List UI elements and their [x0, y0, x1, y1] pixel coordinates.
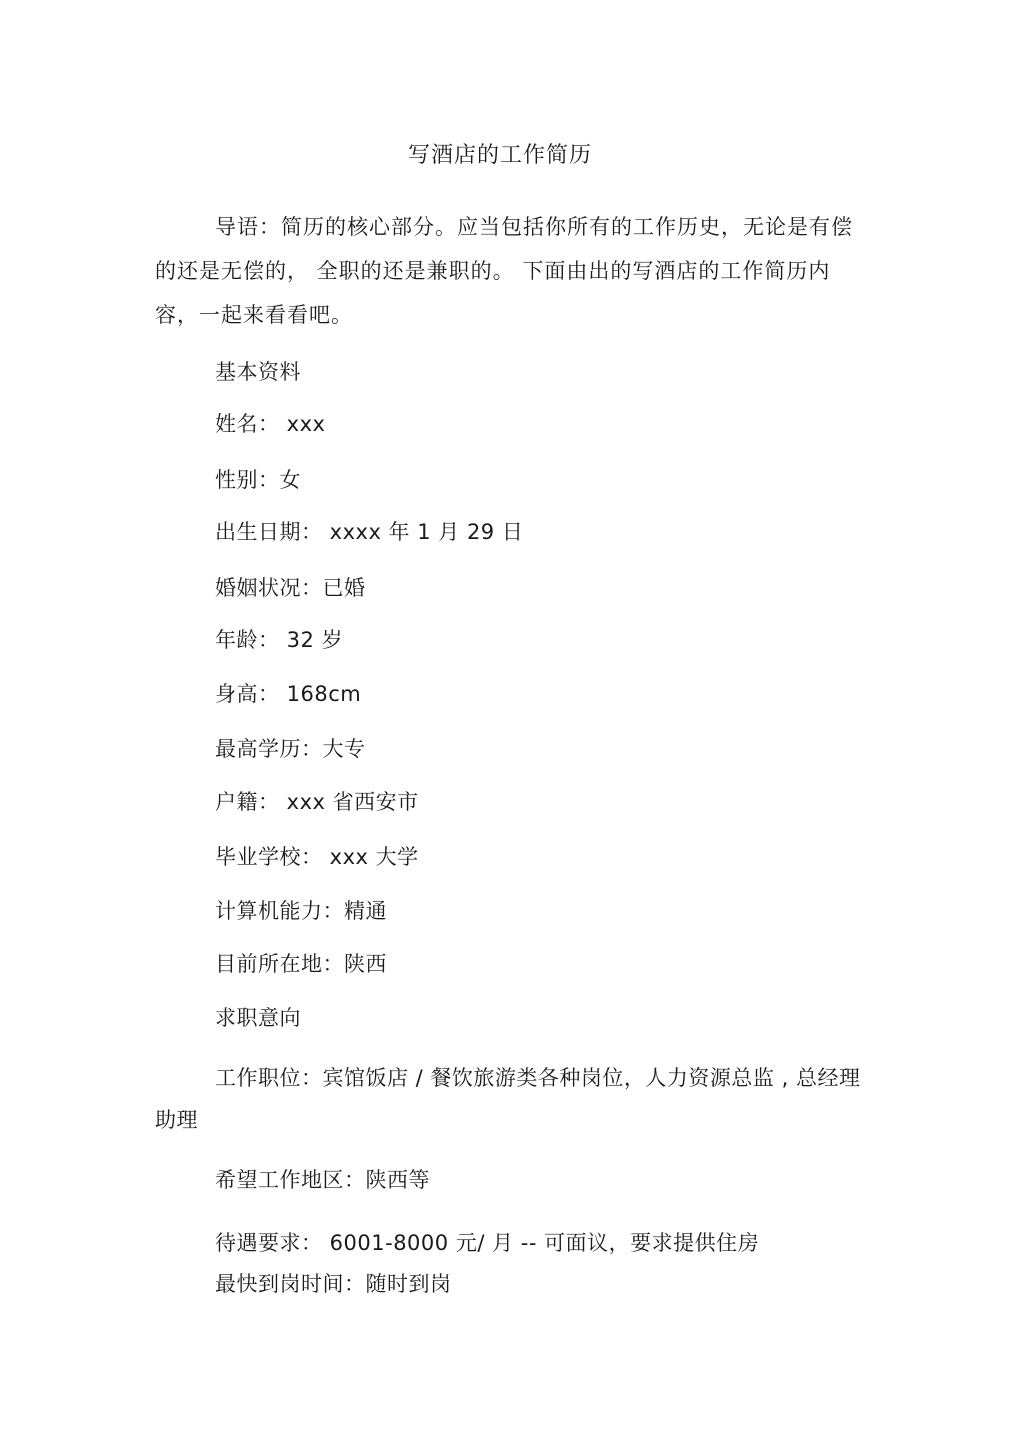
field-hukou: 户籍： xxx 省西安市 [215, 790, 419, 814]
field-education: 最高学历：大专 [215, 737, 366, 761]
field-name: 姓名： xxx [215, 412, 326, 436]
field-computer-skill: 计算机能力：精通 [215, 899, 387, 923]
section-heading-job-intent: 求职意向 [215, 1006, 301, 1030]
field-current-location: 目前所在地：陕西 [215, 952, 387, 976]
field-job-position: 工作职位：宾馆饭店 / 餐饮旅游类各种岗位，人力资源总监 , 总经理助理 [155, 1066, 861, 1132]
field-school: 毕业学校： xxx 大学 [215, 845, 419, 869]
field-height: 身高： 168cm [215, 682, 362, 706]
field-birth-date: 出生日期： xxxx 年 1 月 29 日 [215, 520, 524, 544]
field-marital-status: 婚姻状况：已婚 [215, 576, 366, 600]
field-start-time: 最快到岗时间：随时到岗 [215, 1272, 452, 1296]
section-heading-basic-info: 基本资料 [215, 360, 301, 384]
page-title: 写酒店的工作简历 [407, 143, 592, 168]
field-salary-requirement: 待遇要求： 6001-8000 元/ 月 -- 可面议，要求提供住房 [215, 1231, 760, 1255]
field-preferred-region: 希望工作地区：陕西等 [215, 1168, 430, 1192]
field-gender: 性别：女 [215, 468, 301, 492]
intro-paragraph: 导语：简历的核心部分。应当包括你所有的工作历史，无论是有偿的还是无偿的， 全职的还是兼职的。 下面由出的写酒店的工作简历内容，一起来看看吧。 [155, 215, 853, 327]
field-age: 年龄： 32 岁 [215, 628, 344, 652]
